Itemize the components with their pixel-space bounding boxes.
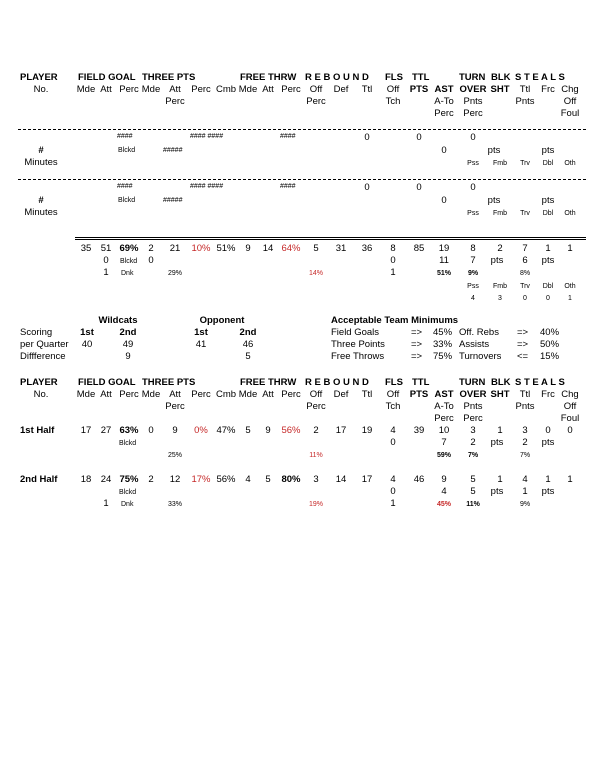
difference-label: Diffference [20, 351, 66, 362]
pts-value: 0 [416, 132, 422, 143]
h-perc3: Perc [191, 389, 211, 400]
h-chg: Chg [561, 389, 579, 400]
tot-reb-def: 31 [335, 243, 347, 254]
tot-ast: 19 [438, 243, 450, 254]
h1-over: 3 [470, 425, 476, 436]
tot-r3-perc: 51% [436, 270, 452, 277]
tot-fg-perc: 69% [119, 243, 139, 254]
sub-dbl: Dbl [542, 160, 554, 167]
h-mde: Mde [76, 389, 96, 400]
opponent-q1: 41 [195, 339, 207, 350]
h-three-pts: THREE PTS [142, 72, 196, 83]
h-ast: AST [434, 389, 454, 400]
h1-r3-perc: 25% [167, 452, 183, 459]
dunk-label: Dnk [121, 501, 134, 508]
min-op: => [517, 327, 529, 338]
h2-over: 5 [470, 474, 476, 485]
min-label: Assists [459, 339, 490, 350]
sub-trv: Trv [520, 210, 530, 217]
h2-r3-perc: 11% [466, 501, 480, 508]
h-sht: SHT [490, 84, 510, 95]
h3-perc-off: Perc [306, 401, 326, 412]
tot-fg-att: 51 [100, 243, 112, 254]
pts-label: pts [541, 255, 555, 266]
h-mde-ft: Mde [238, 84, 258, 95]
min-label: Off. Rebs [459, 327, 499, 338]
ast-value: 0 [441, 195, 447, 206]
tot-r2-value: 7 [470, 255, 476, 266]
h-ast: AST [434, 84, 454, 95]
h1-stl-chg: 0 [567, 425, 573, 436]
h2-reb-def: 14 [335, 474, 347, 485]
tot-3-perc: 10% [191, 243, 211, 254]
min-op: => [411, 339, 423, 350]
wildcats-2nd: 2nd [119, 327, 137, 338]
tot-ft-att: 14 [262, 243, 274, 254]
h1-fg-mde: 17 [80, 425, 92, 436]
h1-3-perc: 0% [194, 425, 208, 436]
h3-ato: A-To [434, 96, 454, 107]
sub-value: 0 [523, 295, 527, 302]
h2-ft-att: 5 [265, 474, 271, 485]
h2-r3-value: 1 [390, 498, 396, 509]
pts-label: pts [490, 437, 504, 448]
h-mde3: Mde [141, 389, 161, 400]
h-no: No. [33, 84, 49, 95]
tot-r2-value: 0 [148, 255, 154, 266]
tot-r3-value: 1 [390, 267, 396, 278]
h-steals: S T E A L S [515, 377, 565, 388]
h-over: OVER [459, 84, 487, 95]
sub-value: 0 [546, 295, 550, 302]
h2-stl-chg: 1 [567, 474, 573, 485]
h1-cmb: 47% [216, 425, 236, 436]
h-over: OVER [459, 389, 487, 400]
tot-r2-value: 0 [390, 255, 396, 266]
h-pts: PTS [409, 84, 429, 95]
min-label: Free Throws [331, 351, 385, 362]
h-free-thrw: FREE THRW [240, 377, 297, 388]
h1-ft-att: 9 [265, 425, 271, 436]
h1-reb-off: 2 [313, 425, 319, 436]
min-value: 45% [433, 327, 453, 338]
h-off-fls: Off [386, 389, 400, 400]
h4-perc-over: Perc [463, 108, 483, 119]
h3-tch: Tch [385, 96, 401, 107]
h-att-ft: Att [262, 389, 274, 400]
h-field-goal: FIELD GOAL [78, 72, 136, 83]
tot-cmb: 51% [216, 243, 236, 254]
min-op: => [411, 351, 423, 362]
h3-tch: Tch [385, 401, 401, 412]
sub-value: 3 [498, 295, 502, 302]
h2-ast: 9 [441, 474, 447, 485]
tot-reb-ttl: 36 [361, 243, 373, 254]
tot-r2-value: 11 [439, 255, 449, 266]
sub-trv: Trv [520, 160, 530, 167]
min-op: => [517, 339, 529, 350]
tot-fg-mde: 35 [80, 243, 92, 254]
divider [18, 179, 586, 180]
wildcats-q2: 49 [122, 339, 134, 350]
h-three-pts: THREE PTS [142, 377, 196, 388]
h-player: PLAYER [20, 72, 58, 83]
scoring-label: Scoring [20, 327, 53, 338]
h2-r2-value: 4 [441, 486, 447, 497]
sub-dbl: Dbl [542, 210, 554, 217]
tot-fls: 8 [390, 243, 396, 254]
tot-reb-off: 5 [313, 243, 319, 254]
sub-oth: Oth [564, 210, 576, 217]
h2-reb-ttl: 17 [361, 474, 373, 485]
h-att: Att [100, 84, 112, 95]
opponent-1st: 1st [194, 327, 208, 338]
h-turn: TURN [459, 72, 486, 83]
h2-fls: 4 [390, 474, 396, 485]
h4-perc-ast: Perc [434, 108, 454, 119]
pts-label: pts [541, 145, 555, 156]
h-off: Off [309, 84, 323, 95]
h2-r3-value: 1 [103, 498, 109, 509]
h1-fls: 4 [390, 425, 396, 436]
h-free-thrw: FREE THRW [240, 72, 297, 83]
h2-ft-mde: 4 [245, 474, 251, 485]
h2-cmb: 56% [216, 474, 236, 485]
reb-value: 0 [364, 132, 370, 143]
min-label: Three Points [331, 339, 385, 350]
player-number: # [38, 195, 44, 206]
h-rebound: R E B O U N D [305, 72, 369, 83]
h2-r3-perc: 19% [308, 501, 324, 508]
h1-ft-mde: 5 [245, 425, 251, 436]
h-rebound: R E B O U N D [305, 377, 369, 388]
blocked-label: Blckd [119, 440, 137, 447]
h1-r3-perc: 11% [309, 452, 323, 459]
minutes-label: Minutes [24, 157, 58, 168]
h-att3: Att [169, 389, 181, 400]
min-label: Field Goals [331, 327, 380, 338]
h2-fg-att: 24 [100, 474, 112, 485]
h1-r2-value: 7 [441, 437, 447, 448]
h3-off-chg: Off [563, 96, 577, 107]
min-value: 33% [433, 339, 453, 350]
min-label: Turnovers [459, 351, 502, 362]
tot-pts: 85 [413, 243, 425, 254]
min-value: 50% [540, 339, 560, 350]
h3-perc-off: Perc [306, 96, 326, 107]
sub-pss: Pss [467, 210, 479, 217]
minimums-title: Acceptable Team Minimums [331, 315, 459, 326]
h3-pnts: Pnts [463, 401, 483, 412]
h-ttl: TTL [412, 72, 430, 83]
h1-3-att: 9 [172, 425, 178, 436]
sub-oth: Oth [564, 283, 576, 290]
tot-r3-value: 1 [103, 267, 109, 278]
h-mde: Mde [76, 84, 96, 95]
h1-r2-value: 2 [470, 437, 476, 448]
tot-stl-ttl: 7 [522, 243, 528, 254]
h-turn: TURN [459, 377, 486, 388]
totals-rule [75, 237, 586, 238]
h-fls: FLS [385, 72, 403, 83]
h2-r3-perc: 33% [167, 501, 183, 508]
h2-stl-ttl: 4 [522, 474, 528, 485]
h-perc: Perc [119, 84, 139, 95]
tot-r3-perc: 14% [308, 270, 324, 277]
min-value: 40% [540, 327, 560, 338]
tot-r3-perc: 8% [519, 270, 531, 277]
tot-r3-perc: 9% [467, 270, 479, 277]
h-perc-ft: Perc [281, 84, 301, 95]
player-number: # [38, 145, 44, 156]
sub-fmb: Fmb [493, 283, 507, 290]
h4-foul: Foul [560, 413, 580, 424]
tot-sht: 2 [497, 243, 503, 254]
h1-fg-perc: 63% [119, 425, 139, 436]
dunk-label: Dnk [121, 270, 134, 277]
minutes-label: Minutes [24, 207, 58, 218]
h-sht: SHT [490, 389, 510, 400]
wildcats-label: Wildcats [98, 315, 138, 326]
sub-fmb: Fmb [493, 210, 507, 217]
h3-ato: A-To [434, 401, 454, 412]
h-off: Off [309, 389, 323, 400]
h1-ft-perc: 56% [281, 425, 301, 436]
hash-cell: #### [280, 183, 296, 190]
h-ttl-stl: Ttl [519, 84, 531, 95]
h-def: Def [333, 389, 349, 400]
h3-pnts: Pnts [463, 96, 483, 107]
h2-reb-off: 3 [313, 474, 319, 485]
h-mde3: Mde [141, 84, 161, 95]
sub-oth: Oth [564, 160, 576, 167]
h-player: PLAYER [20, 377, 58, 388]
blocked-label: Blckd [120, 258, 138, 265]
hash-cell: #### [280, 133, 296, 140]
min-op: => [411, 327, 423, 338]
tot-ft-mde: 9 [245, 243, 251, 254]
h2-r2-value: 5 [470, 486, 476, 497]
sub-value: 4 [471, 295, 475, 302]
pts-label: pts [541, 486, 555, 497]
h2-stl-frc: 1 [545, 474, 551, 485]
h2-fg-mde: 18 [80, 474, 92, 485]
h1-reb-ttl: 19 [361, 425, 373, 436]
hash-cell: ##### [163, 197, 183, 204]
h4-foul: Foul [560, 108, 580, 119]
h-field-goal: FIELD GOAL [78, 377, 136, 388]
h-no: No. [33, 389, 49, 400]
sub-value: 1 [568, 295, 572, 302]
hash-cell: #### [117, 133, 133, 140]
h-att3: Att [169, 84, 181, 95]
h-def: Def [333, 84, 349, 95]
h-ttl-reb: Ttl [361, 389, 373, 400]
h1-ast: 10 [438, 425, 450, 436]
h-fls: FLS [385, 377, 403, 388]
hash-cell: #### #### [190, 183, 224, 190]
reb-value: 0 [364, 182, 370, 193]
wildcats-q1: 40 [81, 339, 93, 350]
tot-3-mde: 2 [148, 243, 154, 254]
tot-ft-perc: 64% [281, 243, 301, 254]
h4-perc-over: Perc [463, 413, 483, 424]
tot-r3-perc: 29% [167, 270, 183, 277]
blocked-label: Blckd [119, 489, 137, 496]
h-steals: S T E A L S [515, 72, 565, 83]
half-label: 2nd Half [20, 474, 58, 485]
h3-pnts-stl: Pnts [515, 96, 535, 107]
hash-cell: ##### [163, 147, 183, 154]
h3-pnts-stl: Pnts [515, 401, 535, 412]
pts-label: pts [490, 255, 504, 266]
h2-pts: 46 [413, 474, 425, 485]
over-value: 0 [470, 182, 476, 193]
h3-perc-att: Perc [165, 96, 185, 107]
tot-3-att: 21 [169, 243, 181, 254]
h3-off-chg: Off [563, 401, 577, 412]
half-label: 1st Half [20, 425, 55, 436]
pts-label: pts [490, 486, 504, 497]
h1-3-mde: 0 [148, 425, 154, 436]
sub-trv: Trv [520, 283, 530, 290]
h-frc: Frc [541, 84, 555, 95]
h2-r2-value: 1 [522, 486, 528, 497]
h2-3-perc: 17% [191, 474, 211, 485]
h-chg: Chg [561, 84, 579, 95]
min-value: 75% [433, 351, 453, 362]
h-perc-ft: Perc [281, 389, 301, 400]
hash-cell: #### [117, 183, 133, 190]
wildcats-diff: 9 [125, 351, 131, 362]
pts-label: pts [487, 195, 501, 206]
tot-stl-frc: 1 [545, 243, 551, 254]
blocked-label: Blckd [118, 147, 136, 154]
h-ttl: TTL [412, 377, 430, 388]
h-blk: BLK [491, 377, 511, 388]
h-off-fls: Off [386, 84, 400, 95]
h1-stl-frc: 0 [545, 425, 551, 436]
sub-dbl: Dbl [542, 283, 554, 290]
min-op: <= [517, 351, 529, 362]
h2-fg-perc: 75% [119, 474, 139, 485]
h2-r3-perc: 9% [519, 501, 531, 508]
h-perc3: Perc [191, 84, 211, 95]
h1-r3-perc: 7% [519, 452, 531, 459]
h-cmb: Cmb [215, 84, 237, 95]
divider [18, 129, 586, 130]
h1-stl-ttl: 3 [522, 425, 528, 436]
tot-over: 8 [470, 243, 476, 254]
totals-rule [75, 239, 586, 240]
h2-3-mde: 2 [148, 474, 154, 485]
opponent-2nd: 2nd [239, 327, 257, 338]
h-ttl-stl: Ttl [519, 389, 531, 400]
h2-r2-value: 0 [390, 486, 396, 497]
h1-reb-def: 17 [335, 425, 347, 436]
sub-pss: Pss [467, 160, 479, 167]
blocked-label: Blckd [118, 197, 136, 204]
h-blk: BLK [491, 72, 511, 83]
h2-sht: 1 [497, 474, 503, 485]
h2-3-att: 12 [169, 474, 181, 485]
per-quarter-label: per Quarter [20, 339, 69, 350]
h-pts: PTS [409, 389, 429, 400]
opponent-q2: 46 [242, 339, 254, 350]
h-cmb: Cmb [215, 389, 237, 400]
h-att: Att [100, 389, 112, 400]
tot-r2-value: 0 [103, 255, 109, 266]
ast-value: 0 [441, 145, 447, 156]
h1-pts: 39 [413, 425, 425, 436]
h1-sht: 1 [497, 425, 503, 436]
h3-perc-att: Perc [165, 401, 185, 412]
h1-fg-att: 27 [100, 425, 112, 436]
min-value: 15% [540, 351, 560, 362]
h-perc: Perc [119, 389, 139, 400]
pts-label: pts [541, 437, 555, 448]
h2-r3-perc: 45% [436, 501, 452, 508]
pts-value: 0 [416, 182, 422, 193]
h1-r3-perc: 7% [467, 452, 479, 459]
sub-fmb: Fmb [493, 160, 507, 167]
h-ttl-reb: Ttl [361, 84, 373, 95]
tot-stl-chg: 1 [567, 243, 573, 254]
hash-cell: #### #### [190, 133, 224, 140]
h-frc: Frc [541, 389, 555, 400]
opponent-diff: 5 [245, 351, 251, 362]
h1-r2-value: 2 [522, 437, 528, 448]
h-mde-ft: Mde [238, 389, 258, 400]
h2-ft-perc: 80% [281, 474, 301, 485]
pts-label: pts [541, 195, 555, 206]
pts-label: pts [487, 145, 501, 156]
opponent-label: Opponent [199, 315, 245, 326]
h1-r3-perc: 59% [436, 452, 452, 459]
h-att-ft: Att [262, 84, 274, 95]
h4-perc-ast: Perc [434, 413, 454, 424]
h1-r2-value: 0 [390, 437, 396, 448]
sub-pss: Pss [467, 283, 479, 290]
wildcats-1st: 1st [80, 327, 94, 338]
tot-r2-value: 6 [522, 255, 528, 266]
over-value: 0 [470, 132, 476, 143]
